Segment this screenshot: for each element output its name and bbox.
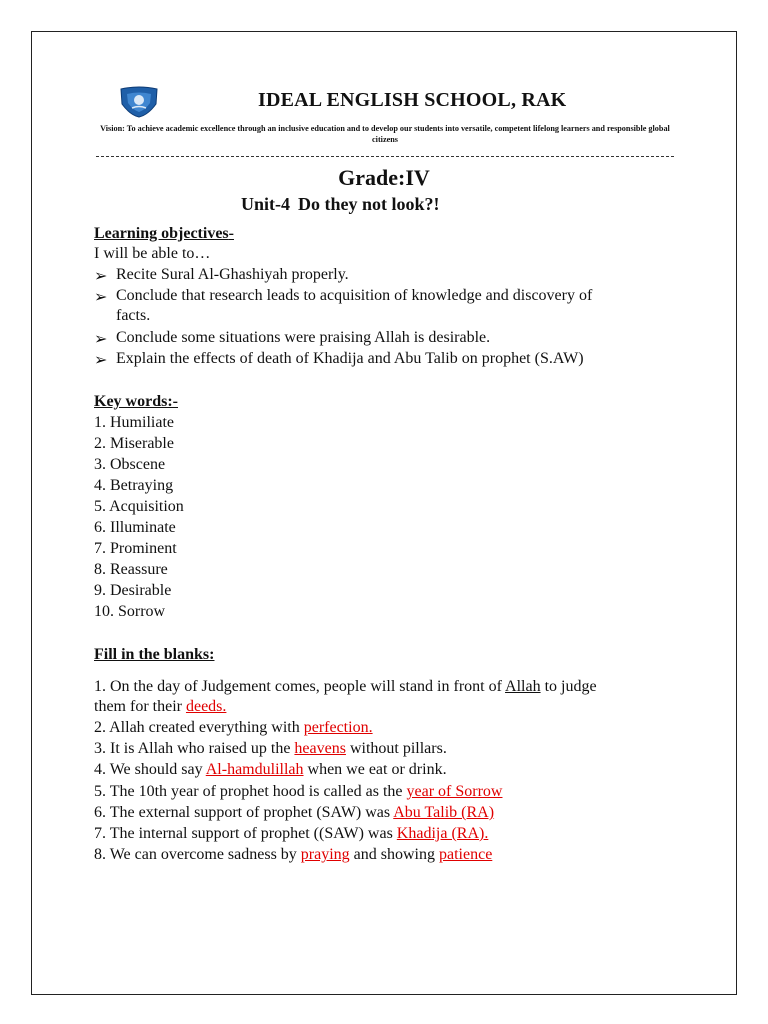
keyword-item: 8. Reassure bbox=[94, 561, 168, 578]
objective-text: Explain the effects of death of Khadija and Abu Talib on prophet (S.AW) bbox=[116, 350, 584, 367]
blank-question-4 bbox=[94, 761, 447, 779]
objective-text: Conclude that research leads to acquisition of knowledge and discovery of bbox=[116, 287, 593, 304]
question-text: 6. The external support of prophet (SAW) was bbox=[94, 804, 394, 821]
arrowhead-bullet-icon: ➢ bbox=[94, 289, 108, 306]
answer-underlined: Allah bbox=[505, 678, 541, 695]
keyword-item: 7. Prominent bbox=[94, 540, 177, 557]
header-divider bbox=[96, 156, 674, 157]
question-text: them for their bbox=[94, 698, 186, 715]
vision-statement: Vision: To achieve academic excellence through an inclusive education and to develop our students into versatile, competent lifelong learners and responsible global citizens bbox=[100, 124, 670, 144]
blank-question-8 bbox=[94, 846, 492, 864]
answer-text: heavens bbox=[294, 740, 346, 757]
keyword-item: 4. Betraying bbox=[94, 477, 174, 494]
answer-text: praying bbox=[300, 846, 350, 863]
answer-text: patience bbox=[439, 846, 493, 863]
question-text: 5. The 10th year of prophet hood is called as the bbox=[94, 783, 407, 800]
keyword-item: 3. Obscene bbox=[94, 456, 166, 473]
answer-text: year of Sorrow bbox=[406, 783, 503, 800]
keyword-item: 1. Humiliate bbox=[94, 414, 174, 431]
blank-question-5 bbox=[94, 783, 502, 801]
blank-question-7 bbox=[94, 825, 488, 843]
question-text: 8. We can overcome sadness by bbox=[94, 846, 301, 863]
school-crest-logo bbox=[118, 86, 160, 118]
question-text: and showing bbox=[349, 846, 439, 863]
question-text: 1. On the day of Judgement comes, people will stand in front of bbox=[94, 678, 506, 695]
arrowhead-bullet-icon: ➢ bbox=[94, 268, 108, 285]
school-name: IDEAL ENGLISH SCHOOL, RAK bbox=[258, 89, 567, 111]
objectives-heading-text: Learning objectives bbox=[94, 225, 229, 242]
objectives-heading bbox=[94, 225, 234, 243]
question-text: when we eat or drink. bbox=[303, 761, 447, 778]
answer-text: deeds. bbox=[185, 698, 227, 715]
blanks-heading: Fill in the blanks: bbox=[94, 646, 215, 663]
keyword-item: 6. Illuminate bbox=[94, 519, 176, 536]
keyword-item: 10. Sorrow bbox=[94, 603, 166, 620]
unit-name: Do they not look?! bbox=[298, 194, 440, 214]
blank-question-6 bbox=[94, 804, 494, 822]
question-text: 7. The internal support of prophet ((SAW) was bbox=[94, 825, 397, 842]
grade-title: Grade:IV bbox=[338, 165, 430, 190]
keywords-heading: Key words:- bbox=[94, 393, 178, 410]
arrowhead-bullet-icon: ➢ bbox=[94, 331, 108, 348]
question-text: 4. We should say bbox=[94, 761, 206, 778]
blank-question-1-continued bbox=[94, 698, 226, 716]
keyword-item: 5. Acquisition bbox=[94, 498, 184, 515]
keyword-item: 9. Desirable bbox=[94, 582, 172, 599]
objectives-intro: I will be able to… bbox=[94, 245, 211, 262]
answer-text: Abu Talib (RA) bbox=[393, 804, 495, 821]
keyword-item: 2. Miserable bbox=[94, 435, 174, 452]
arrowhead-bullet-icon: ➢ bbox=[94, 352, 108, 369]
objective-text: Conclude some situations were praising Allah is desirable. bbox=[116, 329, 491, 346]
question-text: to judge bbox=[540, 678, 597, 695]
objective-text: Recite Sural Al-Ghashiyah properly. bbox=[116, 266, 349, 283]
objectives-heading-suffix: - bbox=[228, 225, 234, 242]
unit-title bbox=[241, 194, 440, 215]
blank-question-1 bbox=[94, 678, 597, 696]
answer-text: Al-hamdulillah bbox=[205, 761, 304, 778]
blank-question-2 bbox=[94, 719, 373, 737]
answer-text: Khadija (RA). bbox=[396, 825, 489, 842]
answer-text: perfection. bbox=[303, 719, 373, 736]
objective-text-continued: facts. bbox=[116, 307, 151, 324]
unit-number: Unit-4 bbox=[241, 194, 290, 214]
question-text: without pillars. bbox=[345, 740, 447, 757]
blank-question-3 bbox=[94, 740, 447, 758]
question-text: 3. It is Allah who raised up the bbox=[94, 740, 295, 757]
question-text: 2. Allah created everything with bbox=[94, 719, 304, 736]
